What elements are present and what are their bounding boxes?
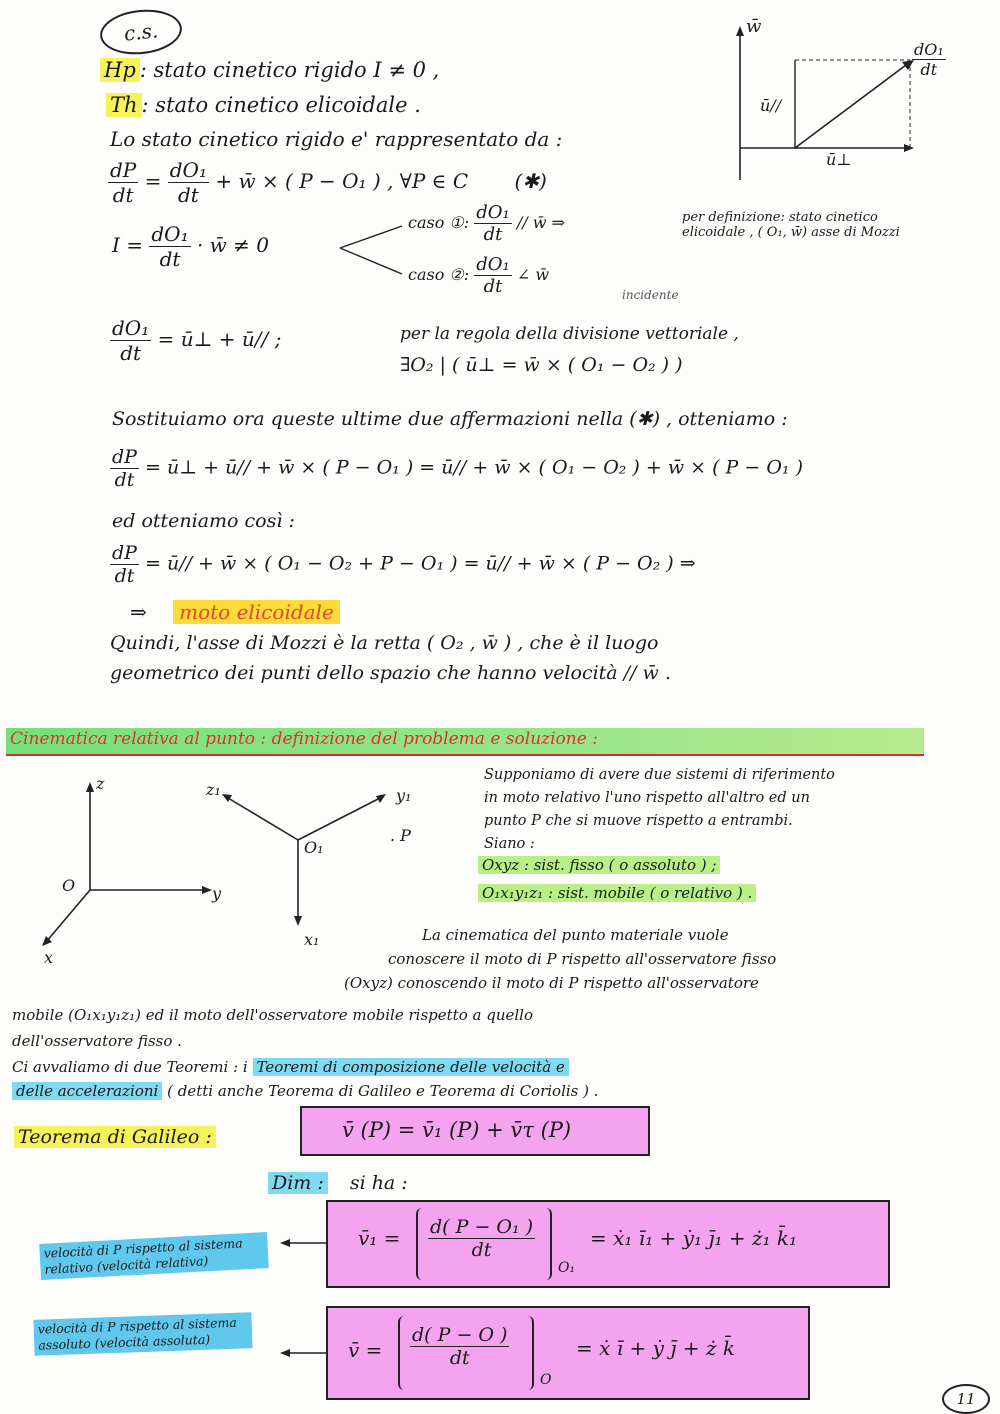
mobile-x-label: x₁ [304,930,320,949]
galileo-formula-box: v̄ (P) = v̄₁ (P) + v̄τ (P) [300,1106,650,1156]
th-label: Th [106,93,142,117]
graph-w-label: w̄ [746,16,762,37]
absolute-arrow [278,1346,328,1360]
rigid-motion-equation: $\frac{dP}{dt}$ = $\frac{\text{dO₁}}{dt}$ + w̄ × ( P − O₁ ) , ∀P ∈ C (✱) [110,158,547,207]
mozzi-axis-line-1: Quindi, l'asse di Mozzi è la retta ( O₂ , w̄ ) , che è il luogo [110,632,659,654]
theorems-line-1: Ci avvaliamo di due Teoremi : i Teoremi di composizione delle velocità e [12,1058,569,1076]
mobile-z-label: z₁ [206,780,221,799]
case-1-note: per definizione: stato cinetico elicoidale , ( O₁, w̄) asse di Mozzi [682,210,900,240]
mozzi-axis-line-2: geometrico dei punti dello spazio che hanno velocità // w̄ . [110,662,671,684]
fixed-x-label: x [44,948,54,967]
kinematics-line-5: dell'osservatore fisso . [12,1032,182,1050]
decomposition-equation: $\frac{\text{dO₁}}{dt}$ = ū⊥ + ū// ; [112,316,282,365]
relative-velocity-box: v̄₁ = $\frac{\text{d( P − O₁ )}}{dt}$ O₁ = ẋ₁ ī₁ + ẏ₁ j̄₁ + ż₁ k̄₁ [326,1200,890,1288]
helical-motion-result: ⇒ moto elicoidale [130,600,340,624]
section-banner: Cinematica relativa al punto : definizione del problema e soluzione : [6,728,924,756]
case-branch-lines [338,214,408,284]
thesis-line [106,93,421,117]
fixed-origin-label: O [62,876,76,895]
graph-uperp-label: ū⊥ [826,150,852,169]
mobile-system-line: O₁x₁y₁z₁ : sist. mobile ( o relativo ) . [478,884,756,902]
fixed-y-label: y [212,884,222,903]
mobile-y-label: y₁ [396,786,412,805]
dim-line: Dim : si ha : [268,1172,408,1194]
fixed-system-line: Oxyz : sist. fisso ( o assoluto ) ; [478,856,720,874]
case-2: caso ②: $\frac{\text{dO₁}}{dt}$ ∠ w̄ [408,254,550,297]
substitute-line: Sostituiamo ora queste ultime due affermazioni nella (✱) , otteniamo : [112,408,788,430]
theorems-line-2: delle accelerazioni ( detti anche Teorema di Galileo e Teorema di Coriolis ) . [12,1082,599,1100]
suppose-paragraph: Supponiamo di avere due sistemi di riferimento in moto relativo l'uno rispetto all'altro ed un punto P che si muove rispetto a entrambi. Siano : [484,767,835,852]
velocity-equation-2: $\frac{dP}{dt}$ = ū⊥ + ū// + w̄ × ( P − O₁ ) = ū// + w̄ × ( O₁ − O₂ ) + w̄ × ( P − O₁ ) [112,446,803,491]
kinematics-line-3: (Oxyz) conoscendo il moto di P rispetto all'osservatore [344,974,759,992]
case-2-note: incidente [622,288,679,302]
relative-velocity-note: velocità di P rispetto al sistema relativo (velocità relativa) [39,1232,269,1280]
hp-text: : stato cinetico rigido I ≠ 0 , [139,58,440,82]
kinematics-line-1: La cinematica del punto materiale vuole [422,926,729,944]
relative-arrow [278,1236,328,1250]
exists-O2-line: ∃O₂ | ( ū⊥ = w̄ × ( O₁ − O₂ ) ) [400,354,683,376]
galileo-label: Teorema di Galileo : [14,1126,216,1148]
hp-label: Hp [100,58,140,82]
intro-line: Lo stato cinetico rigido e' rappresentato da : [110,127,563,151]
invariant-equation: I = $\frac{\text{dO₁}}{dt}$ · w̄ ≠ 0 [112,222,269,271]
obtain-line: ed otteniamo così : [112,510,295,532]
kinematics-line-2: conoscere il moto di P rispetto all'osservatore fisso [388,950,777,968]
fixed-z-label: z [96,774,105,793]
page-number: 11 [942,1384,990,1414]
hypothesis-line [100,58,439,82]
absolute-velocity-note: velocità di P rispetto al sistema assoluto (velocità assoluta) [33,1312,252,1356]
star-tag: (✱) [514,169,547,193]
dim-label: Dim : [268,1172,328,1194]
kinematics-line-4: mobile (O₁x₁y₁z₁) ed il moto dell'osservatore mobile rispetto a quello [12,1006,533,1024]
point-P-label: . P [390,826,411,845]
cs-label: c.s. [98,6,184,58]
velocity-equation-3: $\frac{dP}{dt}$ = ū// + w̄ × ( O₁ − O₂ + P − O₁ ) = ū// + w̄ × ( P − O₂ ) ⇒ [112,542,696,587]
graph-dO1dt-label: $\frac{\text{dO₁}}{dt}$ [914,40,944,79]
th-text: : stato cinetico elicoidale . [141,93,421,117]
division-rule-line: per la regola della divisione vettoriale , [400,324,739,344]
mobile-origin-label: O₁ [304,838,324,857]
reference-frames-diagram [30,770,450,970]
absolute-velocity-box: v̄ = $\frac{d( P - O )}{dt}$ O = ẋ ī + ẏ j̄ + ż k̄ [326,1306,810,1400]
case-1: caso ①: $\frac{\text{dO₁}}{dt}$ // w̄ ⇒ [408,202,565,245]
graph-upar-label: ū// [760,96,782,115]
